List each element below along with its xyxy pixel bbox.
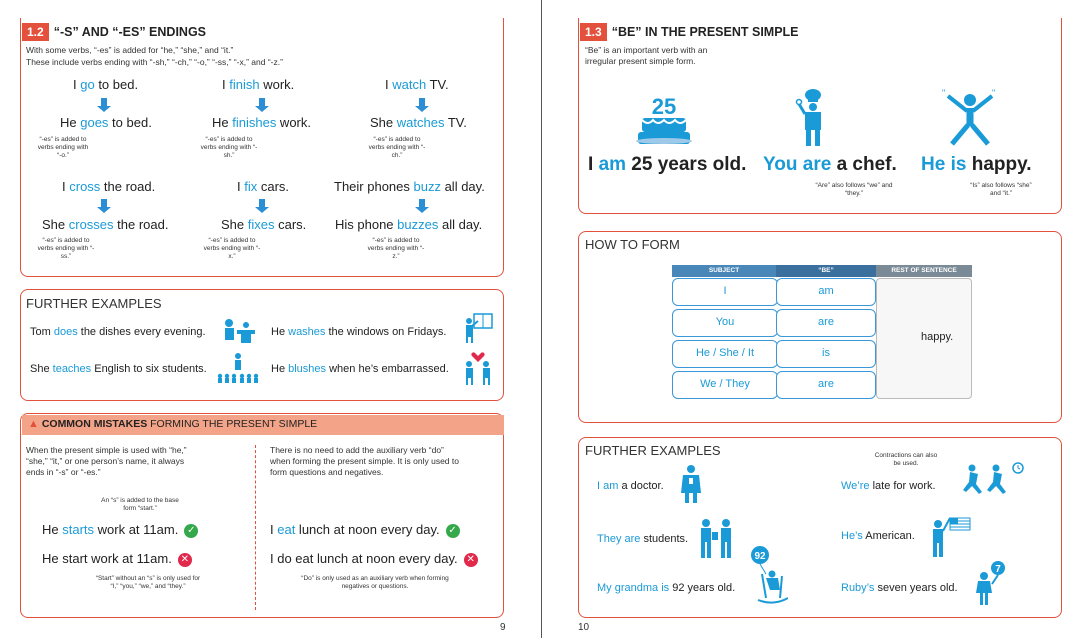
column-divider	[255, 445, 256, 610]
doctor-icon	[678, 464, 704, 509]
example-note: “-es” is added to verbs ending with “-x.”	[203, 237, 261, 260]
further-example: He’s American.	[841, 530, 915, 542]
mistakes-col2-text: There is no need to add the auxiliary verb “do” when forming the present simple. It is only used to form questions and negatives.	[270, 445, 459, 477]
birthday-cake-icon	[634, 88, 694, 151]
further-example: We’re late for work.	[841, 480, 936, 492]
be-cell: are	[776, 371, 876, 399]
example-es: He finishes work.	[212, 115, 311, 130]
subject-cell: We / They	[672, 371, 778, 399]
section-number: 1.3	[580, 23, 607, 41]
col1-note-bottom: “Start” without an “s” is only used for “I,” “you,” “we,” and “they.”	[95, 575, 201, 590]
how-to-form-title: HOW TO FORM	[585, 237, 680, 252]
further-example: My grandma is 92 years old.	[597, 582, 736, 594]
example-base: Their phones buzz all day.	[334, 179, 485, 194]
be-cell: are	[776, 309, 876, 337]
col2-note-bottom: “Do” is only used as an auxiliary verb when forming negatives or questions.	[301, 575, 449, 590]
be-note: “Are” also follows “we” and “they.”	[815, 182, 893, 197]
svg-text:25: 25	[651, 94, 677, 119]
section-1-2-header	[22, 23, 206, 41]
example-base: I cross the road.	[62, 179, 156, 194]
students-icon	[696, 518, 738, 565]
further-examples-title: FURTHER EXAMPLES	[585, 443, 721, 458]
be-cell: am	[776, 278, 876, 306]
example-note: “-es” is added to verbs ending with “-ss.”	[37, 237, 95, 260]
grandma-rocking-chair-icon	[748, 546, 788, 609]
common-mistakes-header: ▲ COMMON MISTAKES FORMING THE PRESENT SIMPLE	[22, 415, 504, 435]
further-example: They are students.	[597, 533, 689, 545]
example-base: I fix cars.	[237, 179, 290, 194]
girl-with-sign-icon	[972, 560, 1006, 611]
cross-icon: ✕	[464, 553, 478, 567]
washing-windows-icon	[462, 312, 494, 348]
arrow-down-icon	[255, 98, 269, 112]
further-example: Ruby’s seven years old.	[841, 582, 958, 594]
header-rest: REST OF SENTENCE	[876, 265, 972, 277]
correct-example: I eat lunch at noon every day. ✓	[270, 522, 460, 538]
intro-line-1: With some verbs, “-es” is added for “he,” “she,” and “it.”	[26, 45, 234, 55]
section-1-3-header	[580, 23, 799, 41]
example-note: “-es” is added to verbs ending with “-ch.”	[368, 136, 426, 159]
svg-text:": "	[942, 88, 946, 98]
example-es: She watches TV.	[370, 115, 467, 130]
example-note: “-es” is added to verbs ending with “-o.”	[37, 136, 89, 159]
chef-icon	[795, 88, 831, 153]
subject-cell: You	[672, 309, 778, 337]
further-example: I am a doctor.	[597, 480, 664, 492]
subject-cell: I	[672, 278, 778, 306]
section-number: 1.2	[22, 23, 49, 41]
arrow-down-icon	[415, 199, 429, 213]
correct-example: He starts work at 11am. ✓	[42, 522, 198, 538]
further-example: He washes the windows on Fridays.	[271, 326, 447, 338]
further-example: He blushes when he’s embarrassed.	[271, 363, 449, 375]
section-intro: “Be” is an important verb with an irregular present simple form.	[585, 45, 708, 66]
be-example: You are a chef.	[763, 154, 897, 175]
example-es: His phone buzzes all day.	[335, 217, 483, 232]
page-number: 10	[578, 622, 590, 633]
example-base: I go to bed.	[73, 77, 139, 92]
subject-cell: He / She / It	[672, 340, 778, 368]
check-icon: ✓	[184, 524, 198, 538]
mistakes-col1-text: When the present simple is used with “he,” “she,” “it,” or one person’s name, it always ends in “-s” or “-es.”	[26, 445, 187, 477]
check-icon: ✓	[446, 524, 460, 538]
example-base: I watch TV.	[385, 77, 449, 92]
svg-text:92: 92	[754, 551, 766, 562]
be-example: I am 25 years old.	[588, 154, 747, 175]
section-title: “BE” IN THE PRESENT SIMPLE	[611, 25, 799, 39]
arrow-down-icon	[97, 199, 111, 213]
blushing-couple-icon	[462, 352, 494, 390]
happy-jumping-icon	[938, 88, 1002, 153]
intro-line-2: These include verbs ending with “-sh,” “-ch,” “-o,” “-ss,” “-x,” and “-z.”	[26, 57, 283, 67]
example-es: She fixes cars.	[221, 217, 307, 232]
header-be: “BE”	[776, 265, 876, 277]
wrong-example: I do eat lunch at noon every day. ✕	[270, 551, 478, 567]
svg-text:": "	[992, 88, 996, 98]
example-base: I finish work.	[222, 77, 295, 92]
be-example: He is happy.	[921, 154, 1032, 175]
rest-of-sentence-cell: happy.	[876, 278, 972, 399]
page-divider	[541, 0, 542, 638]
washing-dishes-icon	[219, 318, 259, 348]
arrow-down-icon	[255, 199, 269, 213]
example-note: “-es” is added to verbs ending with “-z.”	[367, 237, 425, 260]
svg-text:7: 7	[995, 564, 1001, 575]
example-es: He goes to bed.	[60, 115, 152, 130]
example-es: She crosses the road.	[42, 217, 169, 232]
further-examples-title: FURTHER EXAMPLES	[26, 296, 162, 311]
header-subject: SUBJECT	[672, 265, 776, 277]
warning-icon: ▲	[28, 418, 39, 430]
teacher-students-icon	[216, 352, 260, 388]
arrow-down-icon	[97, 98, 111, 112]
wrong-example: He start work at 11am. ✕	[42, 551, 192, 567]
running-late-icon	[960, 462, 1026, 503]
further-example: She teaches English to six students.	[30, 363, 207, 375]
section-title: “-S” AND “-ES” ENDINGS	[53, 25, 207, 39]
col1-note-top: An “s” is added to the base form “start.”	[101, 497, 179, 512]
arrow-down-icon	[415, 98, 429, 112]
further-example: Tom does the dishes every evening.	[30, 326, 206, 338]
be-note: “Is” also follows “she” and “it.”	[970, 182, 1032, 197]
be-cell: is	[776, 340, 876, 368]
page-number: 9	[500, 622, 506, 633]
cross-icon: ✕	[178, 553, 192, 567]
example-note: “-es” is added to verbs ending with “-sh.”	[200, 136, 258, 159]
american-flag-person-icon	[928, 516, 972, 563]
contractions-note: Contractions can also be used.	[874, 452, 938, 467]
